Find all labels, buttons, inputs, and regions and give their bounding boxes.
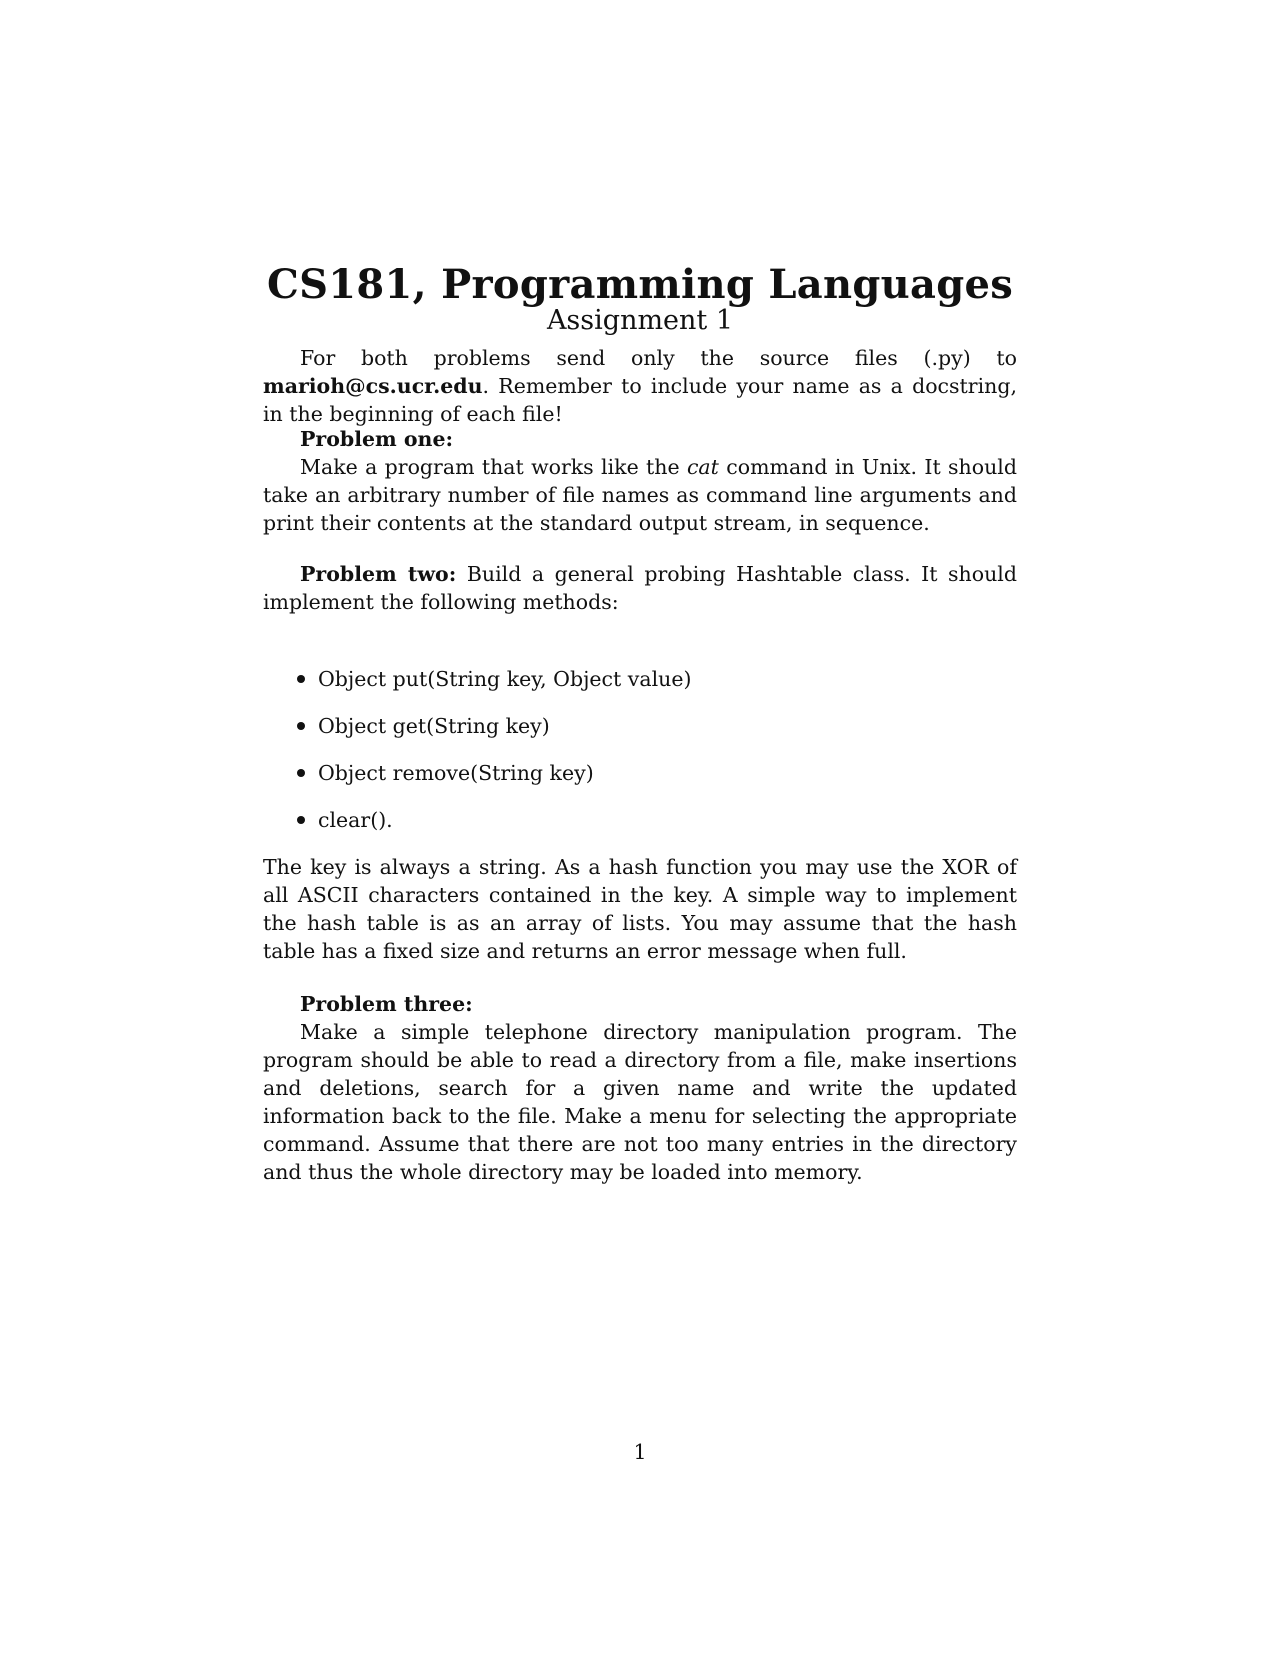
problem-one-text (263, 453, 1017, 537)
hash-details-paragraph: The key is always a string. As a hash function you may use the XOR of all ASCII characters contained in the key. A simple way to implement the hash table is as an array of lists. You may assume that the hash table has a fixed size and returns an error message when full. (263, 855, 1017, 963)
cat-command-name: cat (686, 455, 719, 479)
document-title: CS181, Programming Languages (266, 261, 1014, 308)
problem-two-heading: Problem two: (300, 562, 457, 586)
list-item (297, 712, 691, 740)
problem-one-heading: Problem one: (300, 427, 454, 451)
list-item (297, 759, 691, 787)
problem-three-text: Make a simple telephone directory manipulation program. The program should be able to read a directory from a file, make insertions and deletions, search for a given name and write the updated information back to the file. Make a menu for selecting the appropriate command. Assume that there are not too many entries in the directory and thus the whole directory may be loaded into memory. (263, 1020, 1017, 1184)
document-subtitle: Assignment 1 (546, 305, 734, 336)
page-number: 1 (633, 1440, 647, 1464)
bullet-icon (297, 816, 305, 824)
bullet-icon (297, 675, 305, 683)
contact-email: marioh@cs.ucr.edu (263, 374, 483, 398)
intro-text-end: . Remember to include your name as a docstring, in the beginning of each file! (263, 374, 1017, 426)
method-put: Object put(String key, Object value) (318, 667, 692, 691)
intro-text-start: For both problems send only the source files (.py) to (300, 346, 1017, 370)
method-clear: clear(). (318, 808, 393, 832)
bullet-icon (297, 769, 305, 777)
list-item (297, 665, 691, 693)
problem-one-text-start: Make a program that works like the (300, 455, 687, 479)
list-item (297, 806, 691, 834)
problem-three-heading: Problem three: (300, 992, 473, 1016)
problem-one-text-end: command in Unix. It should take an arbitrary number of file names as command line arguments and print their contents at the standard output stream, in sequence. (263, 455, 1017, 535)
problem-two-paragraph (263, 560, 1017, 616)
bullet-icon (297, 722, 305, 730)
problem-two-text: Build a general probing Hashtable class. It should implement the following methods: (263, 562, 1017, 614)
method-list (297, 665, 691, 853)
method-get: Object get(String key) (318, 714, 550, 738)
intro-paragraph (263, 344, 1017, 428)
method-remove: Object remove(String key) (318, 761, 594, 785)
document-page (263, 0, 1017, 1656)
